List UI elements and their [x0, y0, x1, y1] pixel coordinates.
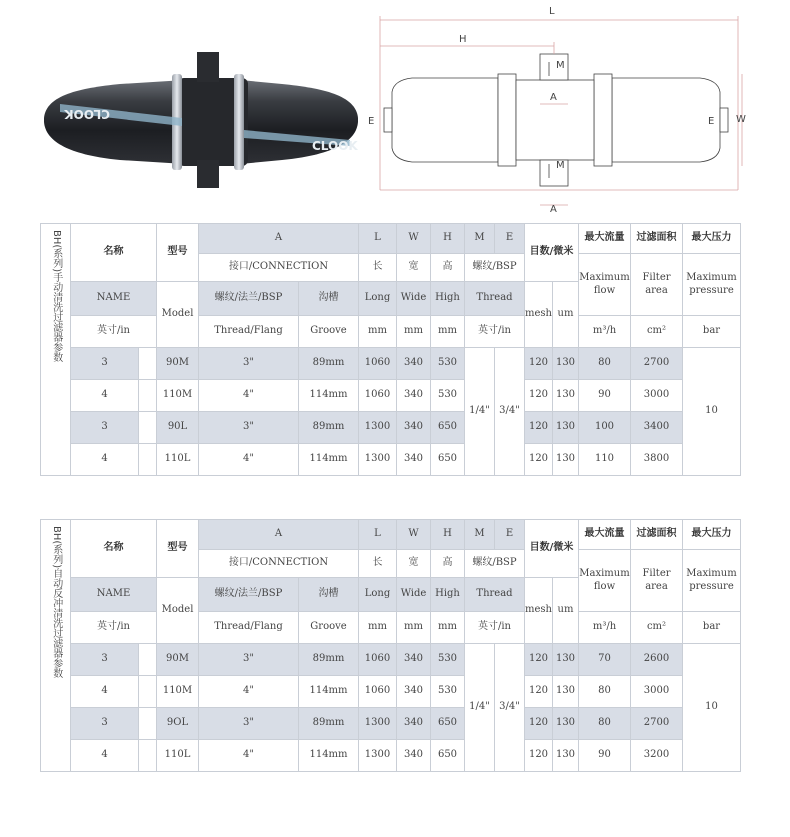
- header-size-cn: 英寸/in: [71, 316, 157, 348]
- cell-size: 3: [71, 412, 139, 444]
- cell-W: 340: [397, 412, 431, 444]
- header-thread-flang-cn: 螺纹/法兰/BSP: [199, 282, 299, 316]
- header-pressure-cn: 最大压力: [683, 224, 741, 254]
- header-groove: Groove: [299, 612, 359, 644]
- cell-area: 3200: [631, 740, 683, 772]
- cell-spacer: [139, 444, 157, 476]
- cell-M: 1/4": [465, 644, 495, 772]
- cell-model: 110M: [157, 380, 199, 412]
- dim-label-W: W: [736, 114, 746, 125]
- header-flow-en: Maximum flow: [579, 550, 631, 612]
- unit-mm-H: mm: [431, 612, 465, 644]
- cell-H: 650: [431, 444, 465, 476]
- header-mesh-cn: 目数/微米: [525, 520, 579, 578]
- cell-spacer: [139, 708, 157, 740]
- header-thread-flang: Thread/Flang: [199, 316, 299, 348]
- cell-groove: 114mm: [299, 676, 359, 708]
- header-L: L: [359, 224, 397, 254]
- header-model-en: Model: [157, 578, 199, 644]
- header-connection: 接口/CONNECTION: [199, 550, 359, 578]
- header-groove-cn: 沟槽: [299, 282, 359, 316]
- cell-area: 2600: [631, 644, 683, 676]
- brand-logo-right: CLOOK: [312, 139, 358, 153]
- cell-thread: 3": [199, 644, 299, 676]
- cell-L: 1300: [359, 412, 397, 444]
- cell-groove: 89mm: [299, 348, 359, 380]
- header-M: M: [465, 224, 495, 254]
- cell-um: 130: [553, 676, 579, 708]
- cell-size: 4: [71, 740, 139, 772]
- dim-label-L: L: [549, 6, 555, 17]
- header-size-cn: 英寸/in: [71, 612, 157, 644]
- cell-groove: 89mm: [299, 412, 359, 444]
- header-H-en: High: [431, 578, 465, 612]
- cell-H: 530: [431, 380, 465, 412]
- cell-model: 110M: [157, 676, 199, 708]
- cell-W: 340: [397, 644, 431, 676]
- cell-thread: 4": [199, 740, 299, 772]
- header-mesh: mesh: [525, 282, 553, 348]
- dim-label-A-bottom: A: [550, 204, 557, 215]
- cell-H: 650: [431, 740, 465, 772]
- cell-E: 3/4": [495, 644, 525, 772]
- cell-thread: 3": [199, 348, 299, 380]
- cell-thread: 4": [199, 444, 299, 476]
- header-W: W: [397, 520, 431, 550]
- cell-area: 3000: [631, 676, 683, 708]
- dim-label-M-top: M: [556, 60, 565, 71]
- unit-pressure: bar: [683, 612, 741, 644]
- cell-model: 90M: [157, 348, 199, 380]
- cell-um: 130: [553, 644, 579, 676]
- cell-um: 130: [553, 444, 579, 476]
- cell-flow: 70: [579, 644, 631, 676]
- cell-spacer: [139, 348, 157, 380]
- cell-spacer: [139, 412, 157, 444]
- header-bsp-cn: 螺纹/BSP: [465, 550, 525, 578]
- cell-L: 1300: [359, 708, 397, 740]
- dim-label-H: H: [459, 34, 467, 45]
- cell-L: 1060: [359, 380, 397, 412]
- header-W: W: [397, 224, 431, 254]
- header-mesh: mesh: [525, 578, 553, 644]
- header-um: um: [553, 282, 579, 348]
- header-L-cn: 长: [359, 254, 397, 282]
- cell-groove: 114mm: [299, 380, 359, 412]
- table-side-title: BH(系列)手动清洗过滤器参数: [41, 224, 71, 476]
- header-W-en: Wide: [397, 282, 431, 316]
- cell-mesh: 120: [525, 444, 553, 476]
- header-W-cn: 宽: [397, 254, 431, 282]
- header-area-en: Filter area: [631, 254, 683, 316]
- cell-mesh: 120: [525, 412, 553, 444]
- cell-flow: 80: [579, 348, 631, 380]
- header-pressure-en: Maximum pressure: [683, 254, 741, 316]
- unit-area: cm²: [631, 316, 683, 348]
- dim-label-E-right: E: [708, 116, 715, 127]
- header-model-cn: 型号: [157, 224, 199, 282]
- cell-um: 130: [553, 348, 579, 380]
- cell-groove: 114mm: [299, 740, 359, 772]
- header-W-en: Wide: [397, 578, 431, 612]
- header-connection: 接口/CONNECTION: [199, 254, 359, 282]
- spec-table-manual: [40, 223, 741, 476]
- cell-thread: 3": [199, 412, 299, 444]
- cell-model: 110L: [157, 740, 199, 772]
- cell-spacer: [139, 740, 157, 772]
- header-um: um: [553, 578, 579, 644]
- header-name-cn: 名称: [71, 520, 157, 578]
- cell-model: 9OL: [157, 708, 199, 740]
- unit-area: cm²: [631, 612, 683, 644]
- cell-model: 90M: [157, 644, 199, 676]
- cell-pressure: 10: [683, 644, 741, 772]
- unit-mm-W: mm: [397, 316, 431, 348]
- cell-E: 3/4": [495, 348, 525, 476]
- unit-size: 英寸/in: [465, 612, 525, 644]
- cell-groove: 89mm: [299, 644, 359, 676]
- cell-W: 340: [397, 444, 431, 476]
- header-L: L: [359, 520, 397, 550]
- unit-size: 英寸/in: [465, 316, 525, 348]
- unit-pressure: bar: [683, 316, 741, 348]
- cell-H: 650: [431, 708, 465, 740]
- cell-flow: 80: [579, 676, 631, 708]
- cell-area: 3800: [631, 444, 683, 476]
- header-area-cn: 过滤面积: [631, 224, 683, 254]
- header-H: H: [431, 520, 465, 550]
- cell-flow: 90: [579, 740, 631, 772]
- cell-spacer: [139, 676, 157, 708]
- unit-mm-W: mm: [397, 612, 431, 644]
- cell-mesh: 120: [525, 348, 553, 380]
- table-side-title: BH(系列)自动反冲清洗过滤器参数: [41, 520, 71, 772]
- cell-size: 3: [71, 708, 139, 740]
- cell-H: 530: [431, 676, 465, 708]
- cell-flow: 110: [579, 444, 631, 476]
- header-H-en: High: [431, 282, 465, 316]
- cell-flow: 90: [579, 380, 631, 412]
- header-pressure-en: Maximum pressure: [683, 550, 741, 612]
- header-name-en: NAME: [71, 282, 157, 316]
- header-thread: Thread: [465, 282, 525, 316]
- cell-W: 340: [397, 380, 431, 412]
- cell-H: 650: [431, 412, 465, 444]
- unit-mm-H: mm: [431, 316, 465, 348]
- cell-um: 130: [553, 380, 579, 412]
- header-H-cn: 高: [431, 550, 465, 578]
- dim-label-E-left: E: [368, 116, 375, 127]
- header-groove-cn: 沟槽: [299, 578, 359, 612]
- cell-W: 340: [397, 348, 431, 380]
- cell-L: 1300: [359, 740, 397, 772]
- cell-um: 130: [553, 740, 579, 772]
- header-thread: Thread: [465, 578, 525, 612]
- cell-M: 1/4": [465, 348, 495, 476]
- unit-mm-L: mm: [359, 612, 397, 644]
- header-flow-cn: 最大流量: [579, 520, 631, 550]
- product-figures: [0, 0, 790, 220]
- cell-model: 110L: [157, 444, 199, 476]
- cell-size: 3: [71, 644, 139, 676]
- cell-model: 90L: [157, 412, 199, 444]
- header-E: E: [495, 224, 525, 254]
- header-H-cn: 高: [431, 254, 465, 282]
- cell-mesh: 120: [525, 740, 553, 772]
- cell-groove: 114mm: [299, 444, 359, 476]
- header-bsp-cn: 螺纹/BSP: [465, 254, 525, 282]
- cell-area: 2700: [631, 708, 683, 740]
- header-flow-cn: 最大流量: [579, 224, 631, 254]
- cell-area: 3400: [631, 412, 683, 444]
- cell-groove: 89mm: [299, 708, 359, 740]
- unit-flow: m³/h: [579, 612, 631, 644]
- cell-pressure: 10: [683, 348, 741, 476]
- cell-size: 4: [71, 380, 139, 412]
- header-H: H: [431, 224, 465, 254]
- header-W-cn: 宽: [397, 550, 431, 578]
- filter-product-photo: [44, 52, 358, 188]
- cell-size: 3: [71, 348, 139, 380]
- dim-label-M-bottom: M: [556, 160, 565, 171]
- header-area-cn: 过滤面积: [631, 520, 683, 550]
- cell-mesh: 120: [525, 644, 553, 676]
- cell-W: 340: [397, 740, 431, 772]
- cell-spacer: [139, 380, 157, 412]
- unit-mm-L: mm: [359, 316, 397, 348]
- header-A: A: [199, 520, 359, 550]
- brand-logo-left: CLOOK: [64, 107, 110, 121]
- header-name-cn: 名称: [71, 224, 157, 282]
- cell-area: 3000: [631, 380, 683, 412]
- header-flow-en: Maximum flow: [579, 254, 631, 316]
- header-M: M: [465, 520, 495, 550]
- unit-flow: m³/h: [579, 316, 631, 348]
- cell-thread: 4": [199, 380, 299, 412]
- cell-um: 130: [553, 412, 579, 444]
- header-name-en: NAME: [71, 578, 157, 612]
- header-L-en: Long: [359, 578, 397, 612]
- cell-flow: 80: [579, 708, 631, 740]
- header-model-cn: 型号: [157, 520, 199, 578]
- cell-mesh: 120: [525, 676, 553, 708]
- header-A: A: [199, 224, 359, 254]
- cell-H: 530: [431, 348, 465, 380]
- cell-H: 530: [431, 644, 465, 676]
- cell-spacer: [139, 644, 157, 676]
- cell-flow: 100: [579, 412, 631, 444]
- header-thread-flang: Thread/Flang: [199, 612, 299, 644]
- cell-area: 2700: [631, 348, 683, 380]
- spec-table-auto: [40, 519, 741, 772]
- dim-label-A-top: A: [550, 92, 557, 103]
- header-mesh-cn: 目数/微米: [525, 224, 579, 282]
- header-model-en: Model: [157, 282, 199, 348]
- cell-W: 340: [397, 676, 431, 708]
- cell-thread: 3": [199, 708, 299, 740]
- cell-size: 4: [71, 444, 139, 476]
- header-groove: Groove: [299, 316, 359, 348]
- header-L-cn: 长: [359, 550, 397, 578]
- cell-L: 1060: [359, 348, 397, 380]
- cell-L: 1060: [359, 644, 397, 676]
- cell-thread: 4": [199, 676, 299, 708]
- cell-mesh: 120: [525, 708, 553, 740]
- cell-L: 1300: [359, 444, 397, 476]
- header-area-en: Filter area: [631, 550, 683, 612]
- cell-L: 1060: [359, 676, 397, 708]
- cell-mesh: 120: [525, 380, 553, 412]
- header-thread-flang-cn: 螺纹/法兰/BSP: [199, 578, 299, 612]
- cell-um: 130: [553, 708, 579, 740]
- cell-W: 340: [397, 708, 431, 740]
- header-E: E: [495, 520, 525, 550]
- header-pressure-cn: 最大压力: [683, 520, 741, 550]
- header-L-en: Long: [359, 282, 397, 316]
- cell-size: 4: [71, 676, 139, 708]
